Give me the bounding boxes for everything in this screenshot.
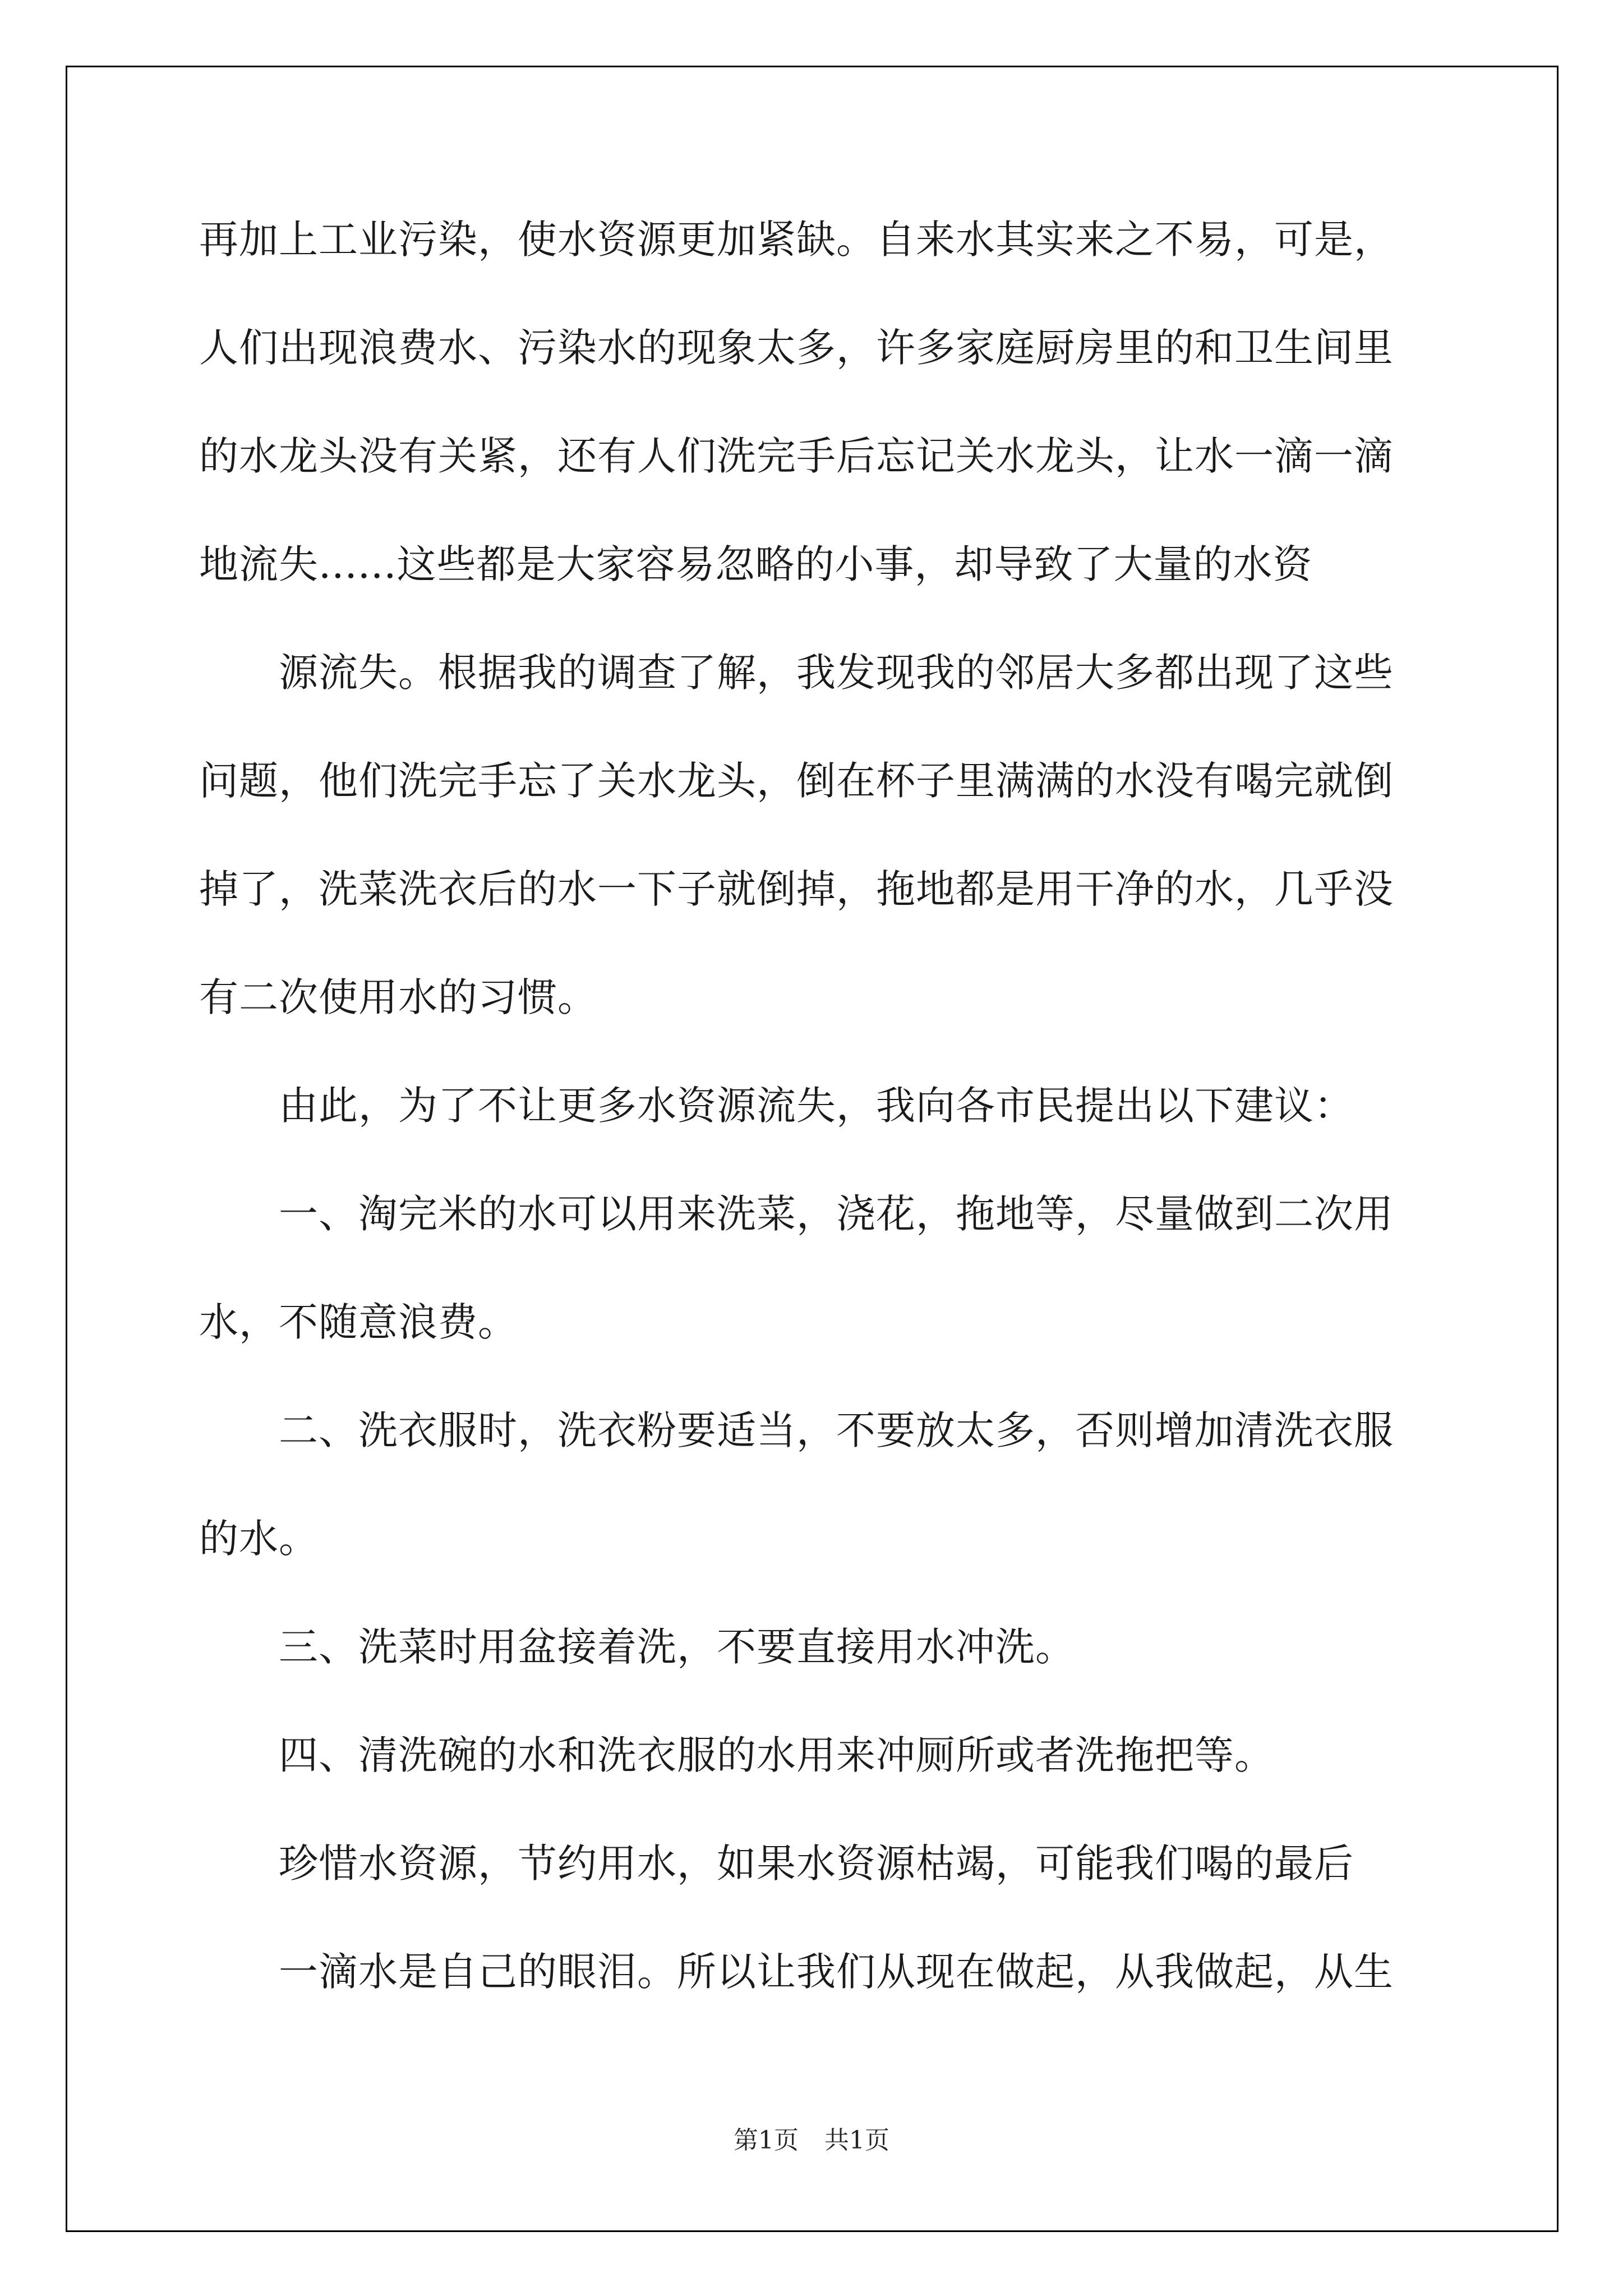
- text-line: 的水。: [199, 1516, 319, 1562]
- page-footer: [0, 2124, 1623, 2157]
- text-line: 珍惜水资源，节约用水，如果水资源枯竭，可能我们喝的最后: [279, 1841, 1354, 1887]
- text-line: 问题，他们洗完手忘了关水龙头，倒在杯子里满满的水没有喝完就倒: [199, 758, 1394, 804]
- page-total: 共1页: [824, 2126, 889, 2155]
- document-body: [199, 206, 1450, 2046]
- text-line: 二、洗衣服时，洗衣粉要适当，不要放太多，否则增加清洗衣服: [279, 1407, 1394, 1453]
- text-line: 一、淘完米的水可以用来洗菜，浇花，拖地等，尽量做到二次用: [279, 1191, 1394, 1237]
- text-line: 四、清洗碗的水和洗衣服的水用来冲厕所或者洗拖把等。: [279, 1732, 1274, 1778]
- text-line: 地流失......这些都是大家容易忽略的小事，却导致了大量的水资: [199, 541, 1313, 587]
- text-line: 有二次使用水的习惯。: [199, 974, 597, 1020]
- text-line: 一滴水是自己的眼泪。所以让我们从现在做起，从我做起，从生: [279, 1949, 1394, 1995]
- text-line: 掉了，洗菜洗衣后的水一下子就倒掉，拖地都是用干净的水，几乎没: [199, 866, 1394, 912]
- text-line: 的水龙头没有关紧，还有人们洗完手后忘记关水龙头，让水一滴一滴: [199, 433, 1394, 479]
- text-line: 三、洗菜时用盆接着洗，不要直接用水冲洗。: [279, 1624, 1075, 1670]
- text-line: 源流失。根据我的调查了解，我发现我的邻居大多都出现了这些: [279, 650, 1394, 696]
- text-line: 人们出现浪费水、污染水的现象太多，许多家庭厨房里的和卫生间里: [199, 325, 1394, 371]
- text-line: 再加上工业污染，使水资源更加紧缺。自来水其实来之不易，可是，: [199, 217, 1394, 263]
- text-line: 水，不随意浪费。: [199, 1299, 518, 1345]
- page-number: 第1页: [734, 2126, 799, 2155]
- text-line: 由此，为了不让更多水资源流失，我向各市民提出以下建议：: [279, 1083, 1354, 1129]
